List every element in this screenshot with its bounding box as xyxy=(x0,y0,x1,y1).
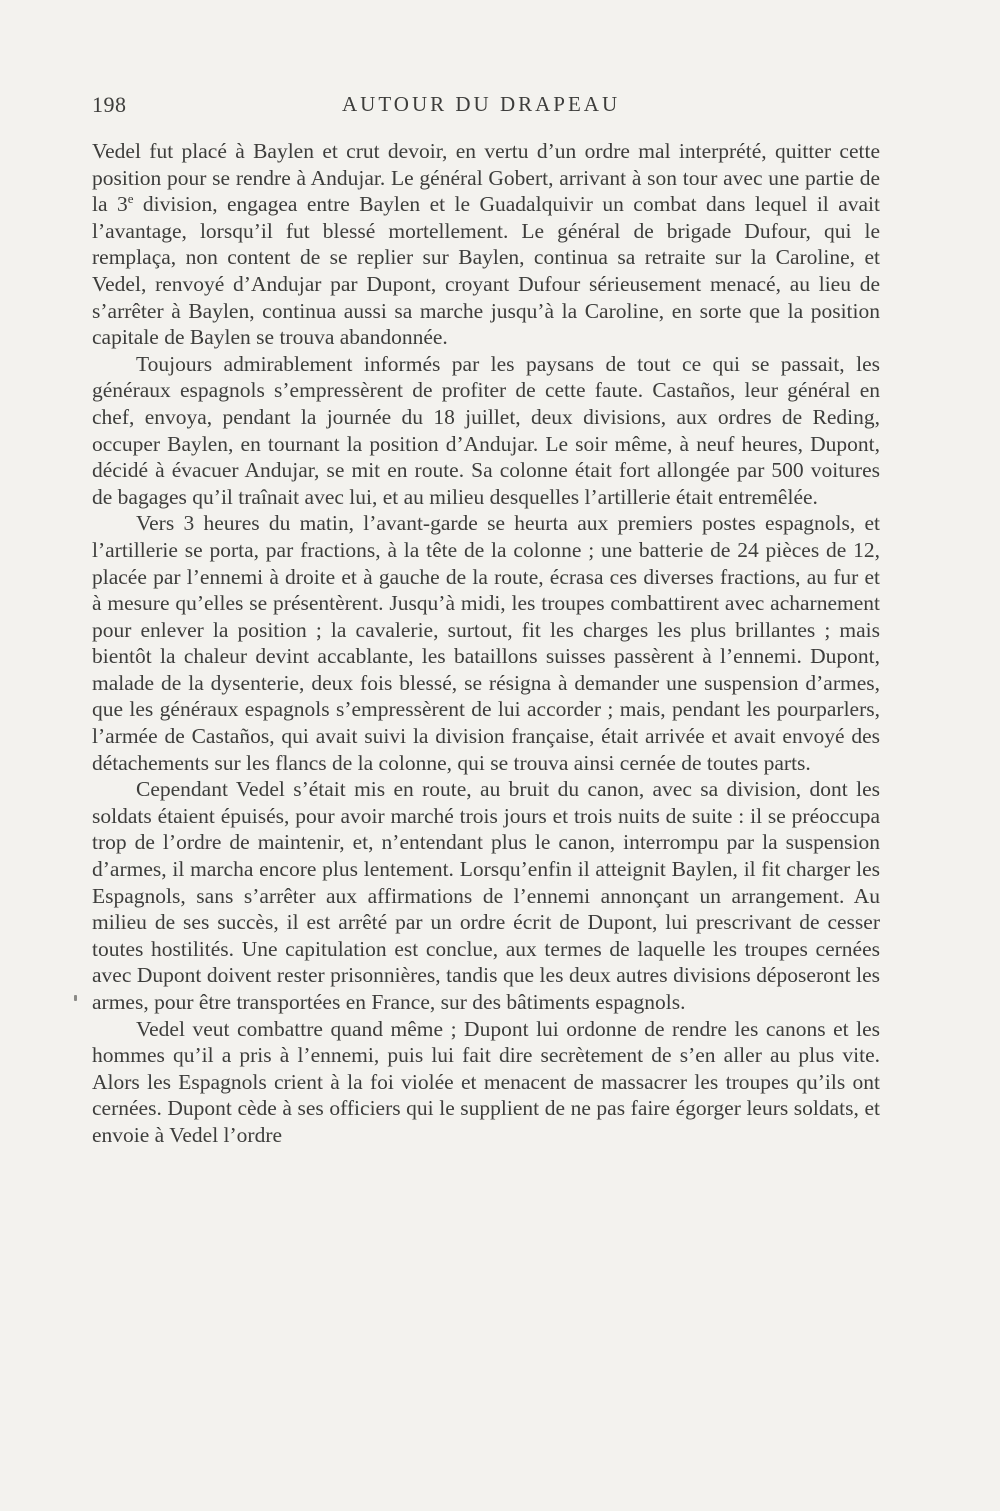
paragraph-1: Vedel fut placé à Baylen et crut devoir, en vertu d’un ordre mal interprété, quitter cette position pour se rendre à Andujar. Le général Gobert, arrivant à son tour avec une partie de la 3e division, engagea entre Baylen et le Guadalquivir un combat dans lequel il avait l’avantage, lorsqu’il fut blessé mortellement. Le général de brigade Dufour, qui le remplaça, non content de se replier sur Baylen, continua sa retraite sur la Caroline, et Vedel, renvoyé d’Andujar par Dupont, croyant Dufour sérieusement menacé, au lieu de s’arrêter à Baylen, continua aussi sa marche jusqu’à la Caroline, en sorte que la position capitale de Baylen se trouva abandonnée. xyxy=(92,139,880,350)
page-number: 198 xyxy=(92,92,127,117)
paragraph-5: Vedel veut combattre quand même ; Dupont lui ordonne de rendre les canons et les hommes qu’il a pris à l’ennemi, puis lui fait dire secrètement de s’en aller au plus vite. Alors les Espagnols crient à la foi violée et menacent de massacrer les troupes qu’ils ont cernées. Dupont cède à ses officiers qui le supplient de ne pas faire égorger leurs soldats, et envoie à Vedel l’ordre xyxy=(92,1016,880,1147)
running-title: AUTOUR DU DRAPEAU xyxy=(342,92,621,116)
paragraph-3: Vers 3 heures du matin, l’avant-garde se heurta aux premiers postes espagnols, et l’artillerie se porta, par fractions, à la tête de la colonne ; une batterie de 24 pièces de 12, placée par l’ennemi à droite et à gauche de la route, écrasa ces diverses fractions, au fur et à mesure qu’elles se présentèrent. Jusqu’à midi, les troupes combattirent avec acharnement pour enlever la position ; la cavalerie, surtout, fit les charges les plus brillantes ; mais bientôt la chaleur devint accablante, les bataillons suisses passèrent à l’ennemi. Dupont, malade de la dysenterie, deux fois blessé, se résigna à demander une suspension d’armes, que les généraux espagnols s’empressèrent de lui accorder ; mais, pendant les pourparlers, l’armée de Castaños, qui avait suivi la division française, était arrivée et avait envoyé des détachements sur les flancs de la colonne, qui se trouva ainsi cernée de toutes parts. xyxy=(92,511,880,775)
page-header xyxy=(92,92,880,126)
paragraph-4: Cependant Vedel s’était mis en route, au bruit du canon, avec sa division, dont les soldats étaient épuisés, pour avoir marché trois jours et trois nuits de suite : il se préoccupa trop de l’ordre de maintenir, et, n’entendant plus le canon, interrompu par la suspension d’armes, il marcha encore plus lentement. Lorsqu’enfin il atteignit Baylen, il fit charger les Espagnols, sans s’arrêter aux affirmations de l’ennemi annonçant un arrangement. Au milieu de ses succès, il est arrêté par un ordre écrit de Dupont, lui prescrivant de cesser toutes hostilités. Une capitulation est conclue, aux termes de laquelle les troupes cernées avec Dupont doivent rester prisonnières, tandis que les deux autres divisions déposeront les armes, pour être transportées en France, sur des bâtiments espagnols. xyxy=(92,777,880,1014)
body-text xyxy=(92,138,880,1149)
paper-speck xyxy=(74,995,77,1001)
paragraph-2: Toujours admirablement informés par les paysans de tout ce qui se passait, les généraux espagnols s’empressèrent de profiter de cette faute. Castaños, leur général en chef, envoya, pendant la journée du 18 juillet, deux divisions, aux ordres de Reding, occuper Baylen, en tournant la position d’Andujar. Le soir même, à neuf heures, Dupont, décidé à évacuer Andujar, se mit en route. Sa colonne était fort allongée par 500 voitures de bagages qu’il traînait avec lui, et au milieu desquelles l’artillerie était entremêlée. xyxy=(92,351,880,509)
